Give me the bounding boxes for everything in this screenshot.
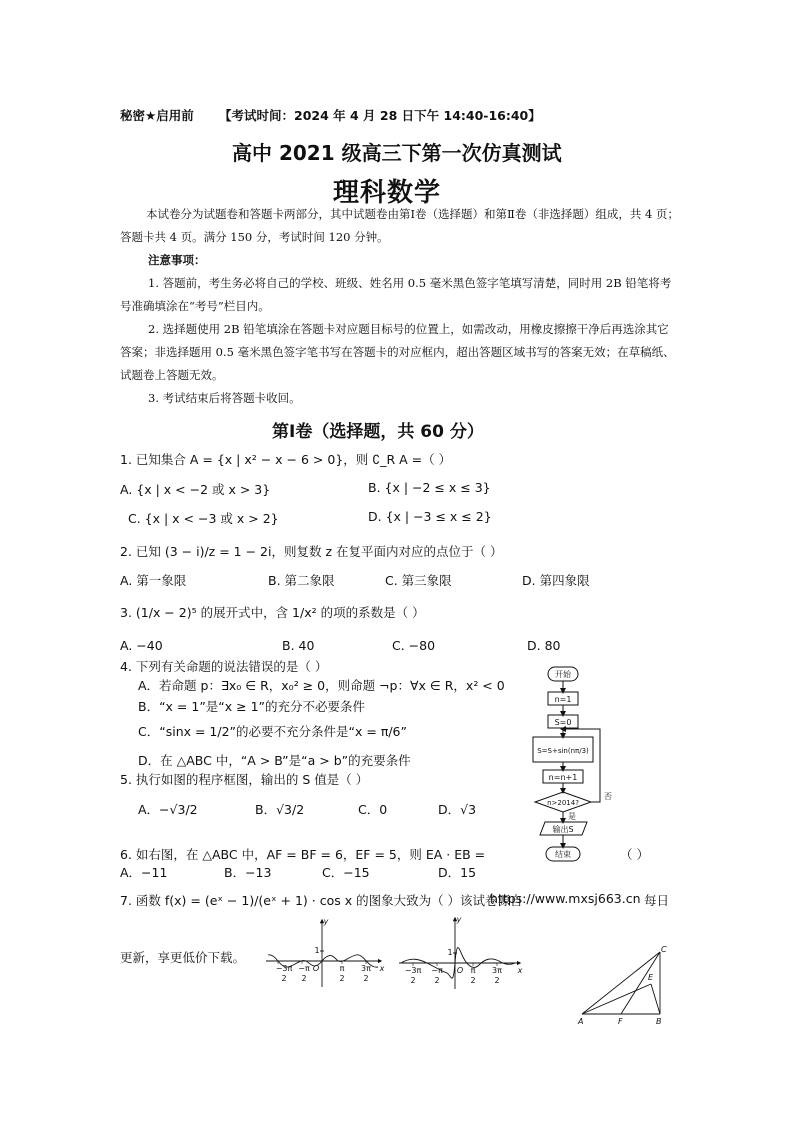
triangle-label-a: A — [578, 1017, 584, 1026]
q3-option-a: A. −40 — [120, 638, 163, 653]
graph2-neg3pi-label: −3π — [404, 966, 422, 975]
q2-option-d: D. 第四象限 — [522, 573, 590, 588]
graph2-origin-label: O — [456, 966, 464, 975]
exam-time: 【考试时间：2024 年 4 月 28 日下午 14:40-16:40】 — [219, 108, 541, 123]
q4-option-c: C．“sinx = 1/2”的必要不充分条件是“x = π/6” — [138, 724, 407, 739]
graph2-pi-denom: 2 — [470, 976, 476, 985]
q6-blank: （ ） — [620, 847, 649, 862]
subject-title: 理科数学 — [333, 178, 442, 208]
q1-option-b: B. {x | −2 ≤ x ≤ 3} — [368, 480, 491, 495]
graph2-neg3pi-denom: 2 — [410, 976, 416, 985]
notes-title: 注意事项： — [148, 253, 206, 267]
q1-option-a: A. {x | x < −2 或 x > 3} — [120, 482, 271, 497]
flow-update: S=S+sin(nπ/3) — [537, 747, 589, 755]
triangle-label-f: F — [618, 1017, 623, 1026]
flow-no-label: 否 — [604, 792, 612, 801]
note-item-2: 2. 选择题使用 2B 铅笔填涂在答题卡对应题目标号的位置上，如需改动，用橡皮擦擦干净后再选涂其它答案；非选择题用 0.5 毫米黑色签字笔书写在答题卡的对应框内，超出答题区域书写的答案无效；在草稿纸、试题卷上答题无效。 — [120, 322, 675, 382]
q6-option-a: A．−11 — [120, 865, 168, 880]
q1-option-c: C. {x | x < −3 或 x > 2} — [128, 511, 279, 526]
triangle-label-b: B — [656, 1017, 662, 1026]
flow-yes-label: 是 — [568, 812, 576, 821]
graph2-3pi-label: 3π — [492, 966, 502, 975]
graph1-negpi-denom: 2 — [301, 974, 307, 983]
flow-start: 开始 — [555, 670, 571, 679]
graph1-one-label: 1 — [314, 946, 320, 955]
graph2-x-label: x — [517, 966, 523, 975]
graph1-x-label: x — [379, 964, 385, 973]
q4-stem: 4. 下列有关命题的说法错误的是（ ） — [120, 659, 328, 674]
section-title: 第Ⅰ卷（选择题，共 60 分） — [272, 422, 484, 442]
q1-stem: 1. 已知集合 A = {x | x² − x − 6 > 0}，则 ∁_R A =（ ） — [120, 452, 452, 467]
q5-stem: 5. 执行如图的程序框图，输出的 S 值是（ ） — [120, 772, 369, 787]
confidential-label: 秘密★启用前 — [120, 108, 194, 123]
note-item-1: 1. 答题前，考生务必将自己的学校、班级、姓名用 0.5 毫米黑色签字笔填写清楚，同时用 2B 铅笔将考号准确填涂在“考号”栏目内。 — [120, 276, 672, 313]
q7-stem: 7. 函数 f(x) = (eˣ − 1)/(eˣ + 1) · cos x 的图象大致为（ ）该试卷源自 — [120, 893, 523, 908]
q6-option-c: C．−15 — [322, 865, 370, 880]
q7-continued: 更新，享更低价下载。 — [120, 950, 246, 965]
graph2-pi-label: π — [470, 966, 476, 975]
graph1-negpi-label: −π — [298, 964, 310, 973]
triangle-label-c: C — [661, 945, 667, 954]
graph2-one-label: 1 — [447, 948, 453, 957]
graph1-neg3pi-denom: 2 — [281, 974, 287, 983]
graph-option-2 — [395, 913, 525, 993]
note-item-3: 3. 考试结束后将答题卡收回。 — [148, 391, 301, 405]
flow-n-init: n=1 — [554, 695, 572, 704]
q1-option-d: D. {x | −3 ≤ x ≤ 2} — [368, 509, 492, 524]
graph1-origin-label: O — [312, 964, 320, 973]
triangle-label-e: E — [648, 973, 654, 982]
q2-stem: 2. 已知 (3 − i)/z = 1 − 2i，则复数 z 在复平面内对应的点位于（ ） — [120, 544, 503, 559]
q6-option-b: B．−13 — [224, 865, 272, 880]
q7-daily: 每日 — [644, 893, 670, 908]
q6-stem: 6. 如右图，在 △ABC 中，AF = BF = 6，EF = 5，则 EA · EB = — [120, 847, 486, 862]
graph1-3pi-denom: 2 — [363, 974, 369, 983]
graph2-negpi-label: −π — [431, 966, 443, 975]
q4-option-a: A．若命题 p：∃x₀ ∈ R，x₀² ≥ 0，则命题 ¬p：∀x ∈ R，x² < 0 — [138, 678, 505, 693]
q2-option-a: A. 第一象限 — [120, 573, 187, 588]
graph1-pi-denom: 2 — [339, 974, 345, 983]
q3-stem: 3. (1/x − 2)⁵ 的展开式中，含 1/x² 的项的系数是（ ） — [120, 605, 425, 620]
graph1-pi-label: π — [339, 964, 345, 973]
flow-s-init: S=0 — [554, 718, 572, 727]
graph-option-1 — [262, 915, 387, 990]
q6-option-d: D．15 — [438, 865, 477, 880]
q3-option-c: C. −80 — [392, 638, 436, 653]
graph2-negpi-denom: 2 — [434, 976, 440, 985]
q4-option-b: B．“x = 1”是“x ≥ 1”的充分不必要条件 — [138, 699, 366, 714]
intro-paragraph: 本试卷分为试题卷和答题卡两部分，其中试题卷由第Ⅰ卷（选择题）和第Ⅱ卷（非选择题）组成，共 4 页；答题卡共 4 页。满分 150 分，考试时间 120 分钟。 — [120, 207, 679, 244]
triangle-figure — [572, 944, 672, 1026]
graph1-y-label: y — [323, 917, 329, 926]
q5-option-c: C．0 — [358, 802, 388, 817]
q2-option-c: C. 第三象限 — [385, 573, 452, 588]
flow-incr: n=n+1 — [548, 773, 578, 782]
graph2-3pi-denom: 2 — [494, 976, 500, 985]
flow-end: 结束 — [555, 850, 571, 859]
q5-option-d: D．√3 — [438, 802, 477, 817]
graph1-neg3pi-label: −3π — [275, 964, 293, 973]
q5-option-b: B．√3/2 — [255, 802, 305, 817]
q5-option-a: A．−√3/2 — [138, 802, 198, 817]
flow-output: 输出S — [552, 825, 574, 834]
q2-option-b: B. 第二象限 — [268, 573, 335, 588]
program-flowchart — [520, 663, 620, 865]
q7-url[interactable]: https://www.mxsj663.cn — [490, 891, 641, 906]
q4-option-d: D．在 △ABC 中，“A > B”是“a > b”的充要条件 — [138, 753, 411, 768]
graph1-3pi-label: 3π — [361, 964, 371, 973]
q3-option-d: D. 80 — [527, 638, 561, 653]
q3-option-b: B. 40 — [282, 638, 315, 653]
exam-title: 高中 2021 级高三下第一次仿真测试 — [232, 141, 562, 165]
graph2-y-label: y — [456, 915, 462, 924]
flow-condition: n>2014? — [547, 799, 579, 807]
